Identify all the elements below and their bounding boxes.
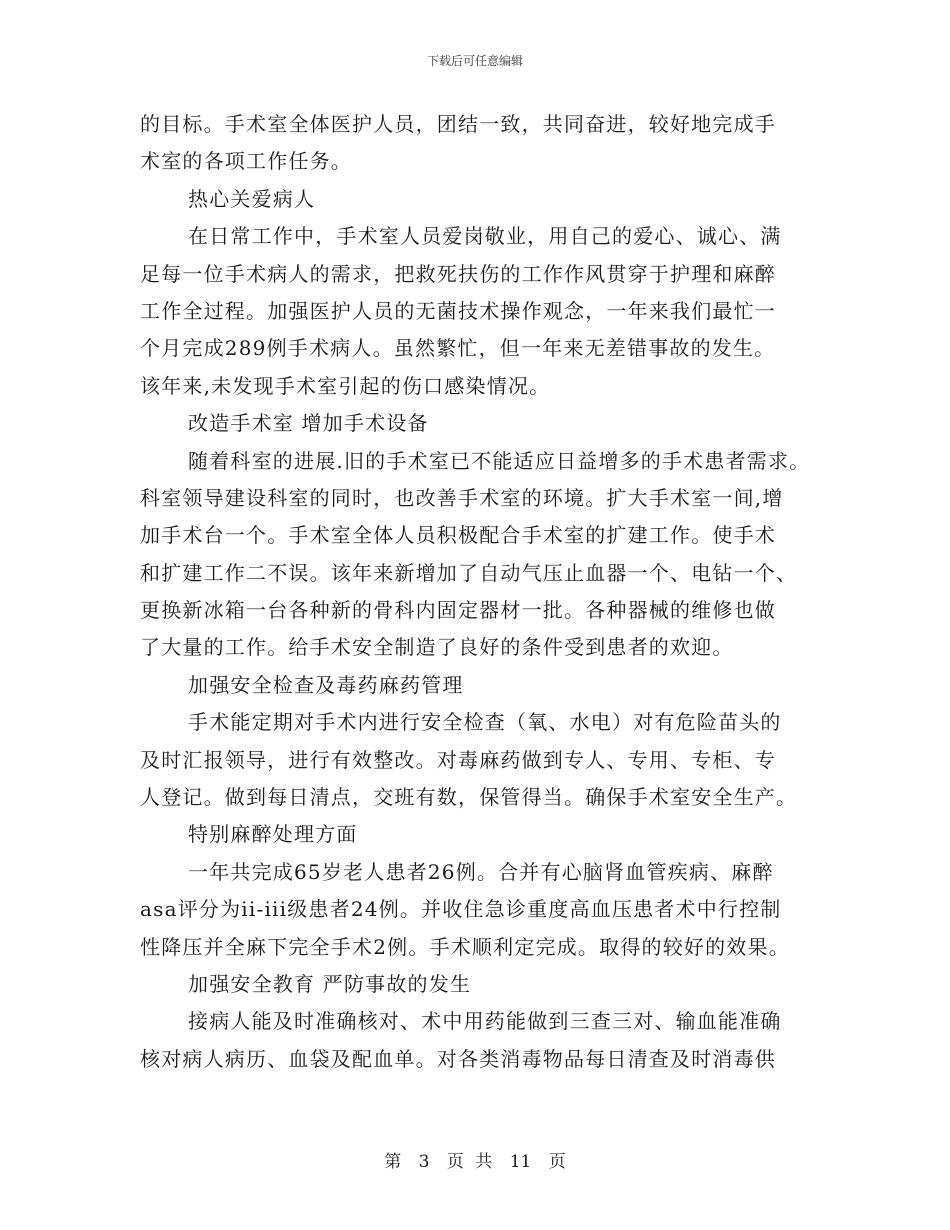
text-line: 人登记。做到每日清点，交班有数，保管得当。确保手术室安全生产。 [140, 785, 798, 810]
document-body [140, 106, 820, 1078]
text-line: 加强安全教育 严防事故的发生 [188, 971, 472, 996]
text-line: 个月完成289例手术病人。虽然繁忙，但一年来无差错事故的发生。 [140, 336, 776, 361]
text-line: 加强安全检查及毒药麻药管理 [188, 672, 464, 697]
footer-total-pages: 11 [509, 1152, 532, 1172]
text-line: 加手术台一个。手术室全体人员积极配合手术室的扩建工作。使手术 [140, 523, 776, 548]
text-line: 该年来,未发现手术室引起的伤口感染情况。 [140, 373, 551, 398]
text-line: 及时汇报领导，进行有效整改。对毒麻药做到专人、专用、专柜、专 [140, 747, 776, 772]
text-line: 手术能定期对手术内进行安全检查（氧、水电）对有危险苗头的 [188, 710, 782, 735]
text-line: asa评分为ii-iii级患者24例。并收住急诊重度高血压患者术中行控制 [140, 897, 782, 922]
text-line: 特别麻醉处理方面 [188, 822, 358, 847]
text-line: 接病人能及时准确核对、术中用药能做到三查三对、输血能准确 [188, 1009, 782, 1034]
header-text: 下载后可任意编辑 [426, 54, 523, 68]
footer-suffix: 页 [548, 1152, 566, 1172]
footer-middle: 页 共 [446, 1152, 493, 1172]
text-line: 工作全过程。加强医护人员的无菌技术操作观念，一年来我们最忙一 [140, 298, 776, 323]
text-line: 一年共完成65岁老人患者26例。合并有心脑肾血管疾病、麻醉 [188, 859, 774, 884]
page-footer [0, 1152, 950, 1172]
text-line: 术室的各项工作任务。 [140, 149, 352, 174]
text-line: 随着科室的进展.旧的手术室已不能适应日益增多的手术患者需求。 [188, 448, 811, 473]
text-line: 改造手术室 增加手术设备 [188, 411, 429, 436]
text-line: 核对病人病历、血袋及配血单。对各类消毒物品每日清查及时消毒供 [140, 1046, 776, 1071]
text-line: 了大量的工作。给手术安全制造了良好的条件受到患者的欢迎。 [140, 635, 734, 660]
text-line: 在日常工作中，手术室人员爱岗敬业，用自己的爱心、诚心、满 [188, 224, 782, 249]
text-line: 性降压并全麻下完全手术2例。手术顺利定完成。取得的较好的效果。 [140, 934, 790, 959]
page-header [0, 54, 950, 68]
text-line: 热心关爱病人 [188, 186, 316, 211]
text-line: 和扩建工作二不误。该年来新增加了自动气压止血器一个、电钻一个、 [140, 560, 798, 585]
text-line: 足每一位手术病人的需求，把救死扶伤的工作作风贯穿于护理和麻醉 [140, 261, 776, 286]
text-line: 科室领导建设科室的同时，也改善手术室的环境。扩大手术室一间,增 [140, 485, 784, 510]
footer-current-page: 3 [418, 1152, 430, 1172]
text-line: 更换新冰箱一台各种新的骨科内固定器材一批。各种器械的维修也做 [140, 598, 776, 623]
text-line: 的目标。手术室全体医护人员，团结一致，共同奋进，较好地完成手 [140, 112, 776, 136]
footer-prefix: 第 [384, 1152, 402, 1172]
